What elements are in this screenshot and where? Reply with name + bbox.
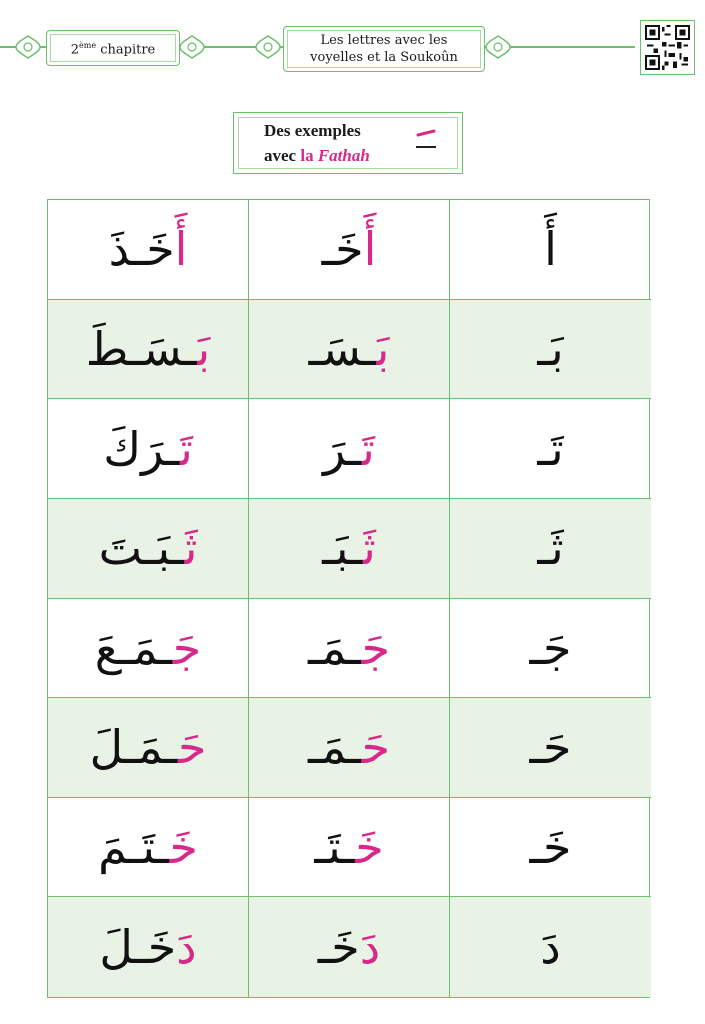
- example-cell-pair: [249, 200, 450, 300]
- highlighted-letter: دَ: [176, 920, 197, 975]
- word-rest: ـمَـ: [308, 620, 362, 675]
- example-cell-word: [48, 300, 249, 400]
- highlighted-letter: حَ: [361, 720, 390, 775]
- word-rest: ـبَـتَ: [98, 521, 185, 576]
- example-cell-letter: حَـ: [450, 698, 651, 798]
- chapter-number: 2: [70, 42, 80, 58]
- highlighted-letter: أَ: [363, 222, 377, 277]
- highlighted-letter: بَ: [376, 321, 390, 376]
- ornament-icon: [484, 34, 512, 60]
- word-rest: ـبَـ: [322, 521, 364, 576]
- example-cell-word: [48, 798, 249, 898]
- example-cell-letter: أَ: [450, 200, 651, 300]
- highlighted-letter: ثَ: [363, 521, 376, 576]
- topic-label: [283, 26, 485, 72]
- highlighted-letter: ثَ: [184, 521, 198, 576]
- highlighted-letter: أَ: [174, 222, 188, 277]
- highlighted-letter: خَ: [169, 820, 198, 875]
- word-rest: ـسَـ: [308, 321, 377, 376]
- qr-code-icon[interactable]: [640, 20, 695, 75]
- example-cell-word: [48, 599, 249, 699]
- chapter-superscript: ème: [79, 41, 97, 51]
- section-title: [233, 112, 463, 174]
- word-rest: خَـذَ: [108, 222, 175, 277]
- ornament-icon: [14, 34, 42, 60]
- word-rest: ـرَكَ: [103, 421, 180, 476]
- example-cell-word: [48, 897, 249, 997]
- highlighted-letter: بَ: [197, 321, 211, 376]
- example-cell-pair: [249, 399, 450, 499]
- highlighted-letter: تَ: [362, 421, 375, 476]
- example-cell-letter: جَـ: [450, 599, 651, 699]
- word-rest: خَـ: [317, 920, 360, 975]
- word-rest: خَـلَ: [99, 920, 177, 975]
- example-cell-word: [48, 499, 249, 599]
- example-cell-word: [48, 399, 249, 499]
- example-cell-pair: [249, 499, 450, 599]
- example-cell-pair: [249, 300, 450, 400]
- title-prefix: avec: [264, 146, 301, 165]
- topic-line-2: voyelles et la Soukoûn: [310, 50, 458, 65]
- word-rest: ـسَـطَ: [85, 321, 198, 376]
- highlighted-letter: خَ: [355, 820, 384, 875]
- title-line-2: [264, 146, 370, 166]
- word-rest: ـتَـمَ: [98, 820, 170, 875]
- example-cell-pair: [249, 897, 450, 997]
- topic-line-1: Les lettres avec les: [320, 33, 448, 48]
- title-fathah-word: Fathah: [317, 146, 370, 165]
- word-rest: ـتَـ: [314, 820, 356, 875]
- highlighted-letter: جَ: [361, 620, 390, 675]
- highlighted-letter: حَ: [177, 720, 207, 775]
- word-rest: ـرَ: [323, 421, 363, 476]
- example-cell-word: [48, 200, 249, 300]
- chapter-word: chapitre: [96, 42, 156, 58]
- highlighted-letter: جَ: [172, 620, 202, 675]
- example-cell-word: [48, 698, 249, 798]
- fathah-sign-icon: [414, 127, 438, 157]
- example-cell-letter: دَ: [450, 897, 651, 997]
- highlighted-letter: تَ: [179, 421, 193, 476]
- examples-table: [47, 199, 650, 998]
- example-cell-letter: ثَـ: [450, 499, 651, 599]
- highlighted-letter: دَ: [359, 920, 381, 975]
- chapter-label: [46, 30, 180, 66]
- example-cell-letter: بَـ: [450, 300, 651, 400]
- example-cell-pair: [249, 798, 450, 898]
- example-cell-pair: [249, 599, 450, 699]
- word-rest: ـمَـ: [308, 720, 362, 775]
- example-cell-letter: خَـ: [450, 798, 651, 898]
- ornament-icon: [178, 34, 206, 60]
- example-cell-pair: [249, 698, 450, 798]
- word-rest: خَـ: [321, 222, 364, 277]
- word-rest: ـمَـعَ: [94, 620, 173, 675]
- word-rest: ـمَـلَ: [89, 720, 178, 775]
- title-la: la: [300, 146, 318, 165]
- example-cell-letter: تَـ: [450, 399, 651, 499]
- title-line-1: Des exemples: [264, 121, 361, 140]
- ornament-icon: [254, 34, 282, 60]
